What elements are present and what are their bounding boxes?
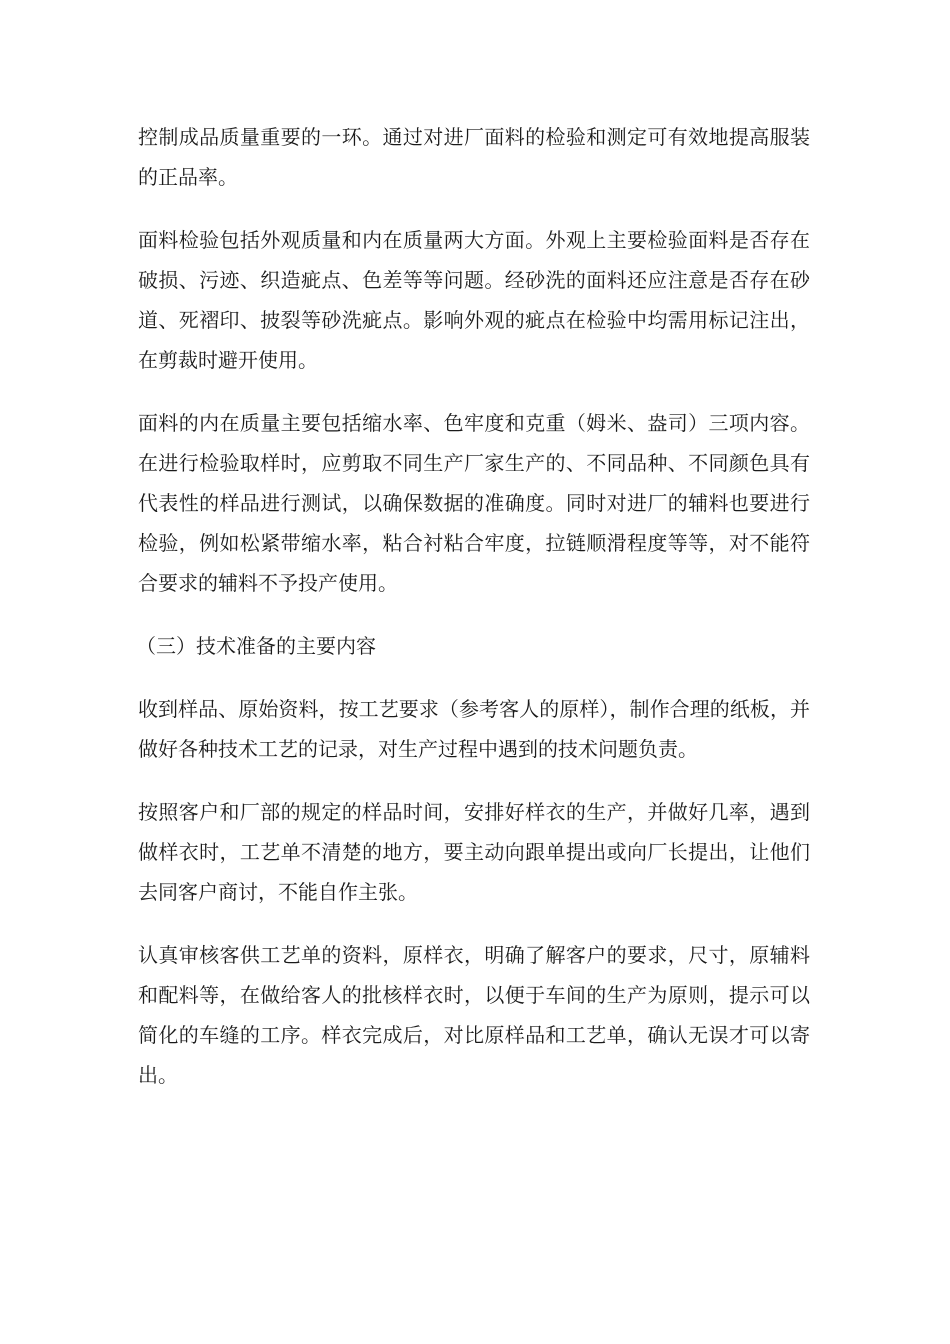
section-heading-technical-preparation: （三）技术准备的主要内容 bbox=[136, 634, 376, 658]
document-body bbox=[138, 117, 810, 1118]
paragraph-appearance-inspection: 面料检验包括外观质量和内在质量两大方面。外观上主要检验面料是否存在破损、污迹、织造疵点、色差等等问题。经砂洗的面料还应注意是否存在砂道、死褶印、披裂等砂洗疵点。影响外观的疵点在检验中均需用标记注出，在剪裁时避开使用。 bbox=[138, 228, 810, 372]
paragraph-pattern-making: 收到样品、原始资料，按工艺要求（参考客人的原样），制作合理的纸板，并做好各种技术工艺的记录，对生产过程中遇到的技术问题负责。 bbox=[138, 697, 810, 761]
paragraph-intrinsic-quality: 面料的内在质量主要包括缩水率、色牢度和克重（姆米、盎司）三项内容。在进行检验取样时，应剪取不同生产厂家生产的、不同品种、不同颜色具有代表性的样品进行测试，以确保数据的准确度。同时对进厂的辅料也要进行检验，例如松紧带缩水率，粘合衬粘合牢度，拉链顺滑程度等等，对不能符合要求的辅料不予投产使用。 bbox=[138, 411, 810, 595]
paragraph-sample-review: 认真审核客供工艺单的资料，原样衣，明确了解客户的要求，尺寸，原辅料和配料等，在做给客人的批核样衣时，以便于车间的生产为原则，提示可以简化的车缝的工序。样衣完成后，对比原样品和工艺单，确认无误才可以寄出。 bbox=[138, 943, 810, 1087]
paragraph-sample-schedule: 按照客户和厂部的规定的样品时间，安排好样衣的生产，并做好几率，遇到做样衣时，工艺单不清楚的地方，要主动向跟单提出或向厂长提出，让他们去同客户商讨，不能自作主张。 bbox=[138, 800, 810, 904]
paragraph-quality-control: 控制成品质量重要的一环。通过对进厂面料的检验和测定可有效地提高服装的正品率。 bbox=[138, 125, 810, 189]
